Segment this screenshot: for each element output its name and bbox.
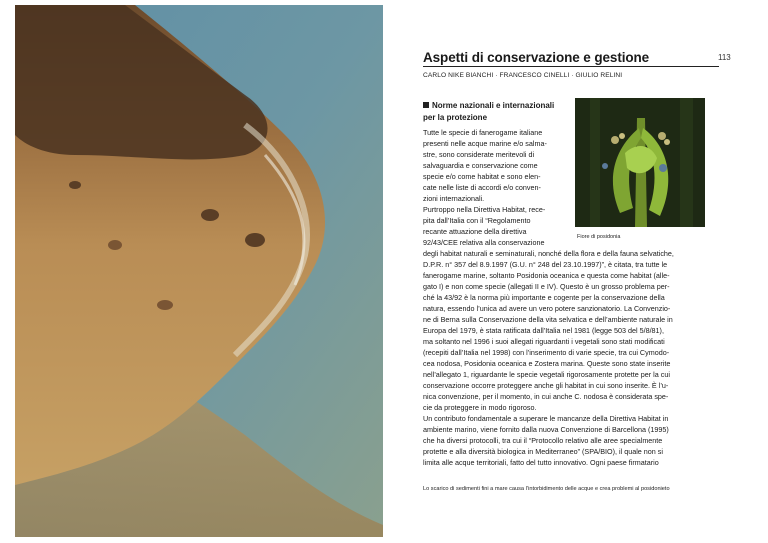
body-line: D.P.R. n° 357 del 8.9.1997 (G.U. n° 248 del 23.10.1997)”, è citata, tra tutte le (423, 260, 668, 269)
body-line: presenti nelle acque marine e/o salma- (423, 139, 547, 148)
body-line: specie e/o come habitat e sono elen- (423, 172, 541, 181)
body-line: recante attuazione della direttiva (423, 227, 527, 236)
authors-line: CARLO NIKE BIANCHI · FRANCESCO CINELLI · GIULIO RELINI (423, 72, 623, 79)
body-line: ché la 43/92 è la norma più importante e cogente per la conservazione della (423, 293, 665, 302)
body-line: ambiente marino, viene fornito dalla nuova Convenzione di Barcellona (1995) (423, 425, 669, 434)
body-line: nica convenzione, per il momento, in cui anche C. nodosa è considerata spe- (423, 392, 669, 401)
body-line: limita alle acque territoriali, fatto del tutto innovativo. Ogni paese firmatario (423, 458, 659, 467)
body-line: salvaguardia e conservazione come (423, 161, 538, 170)
body-line: natura, essendo l’unica ad avere un vero potere sanzionatorio. La Convenzio- (423, 304, 671, 313)
body-line: Europa del 1979, è stata ratificata dall’Italia nel 1981 (legge 503 del 5/8/81), (423, 326, 664, 335)
body-line: ne di Berna sulla Conservazione della vita selvatica e dell’ambiente naturale in (423, 315, 673, 324)
body-line: degli habitat naturali e seminaturali, nonché della flora e della fauna selvatiche, (423, 249, 674, 258)
body-line: zioni internazionali. (423, 194, 485, 203)
body-line: cate nelle liste di accordi e/o conven- (423, 183, 541, 192)
body-line: stre, sono considerate meritevoli di (423, 150, 535, 159)
section-heading-line2: per la protezione (423, 113, 488, 122)
body-line: Tutte le specie di fanerogame italiane (423, 128, 543, 137)
body-line: nell’allegato 1, riguardante le specie vegetali rigorosamente protette per la cui (423, 370, 670, 379)
body-line: pita dall’Italia con il “Regolamento (423, 216, 531, 225)
body-line: fanerogame marine, soltanto Posidonia oceanica e questa come habitat (alle- (423, 271, 670, 280)
page-number: 113 (718, 53, 731, 62)
body-line: Un contributo fondamentale a superare le mancanze della Direttiva Habitat in (423, 414, 669, 423)
section-heading-line1: Norme nazionali e internazionali (432, 101, 555, 110)
square-bullet-icon (423, 102, 429, 108)
flower-photo-caption: Fiore di posidonia (577, 234, 621, 240)
body-line: ma soltanto nel 1996 i suoi allegati riguardanti i vegetali sono stati modificati (423, 337, 665, 346)
section-heading (423, 100, 583, 124)
body-line: gato I) e non come specie (allegati II e IV). Questo è un grosso problema per- (423, 282, 670, 291)
body-line: (recepiti dall’Italia nel 1998) con l’inserimento di varie specie, tra cui Cymodo- (423, 348, 670, 357)
body-line: Purtroppo nella Direttiva Habitat, rece- (423, 205, 546, 214)
body-line: conservazione occorre proteggere anche gli habitat in cui sono inserite. È l’u- (423, 381, 669, 390)
body-line: 92/43/CEE relativa alla conservazione (423, 238, 545, 247)
body-line: cie da proteggere in modo rigoroso. (423, 403, 537, 412)
body-line: protette e alla diversità biologica in Mediterraneo” (SPA/BIO), il quale non si (423, 447, 663, 456)
body-line: che ha diversi protocolli, tra cui il “Protocollo relativo alle aree specialmente (423, 436, 663, 445)
sediment-photo-caption: Lo scarico di sedimenti fini a mare causa l’intorbidimento delle acque e crea problemi al posidonieto (423, 486, 670, 492)
title-divider (423, 66, 719, 67)
page-title: Aspetti di conservazione e gestione (423, 50, 650, 65)
body-text (423, 127, 713, 468)
sediment-discharge-photo (15, 5, 383, 537)
body-line: cea nodosa, Posidonia oceanica e Zostera marina. Queste sono state inserite (423, 359, 671, 368)
